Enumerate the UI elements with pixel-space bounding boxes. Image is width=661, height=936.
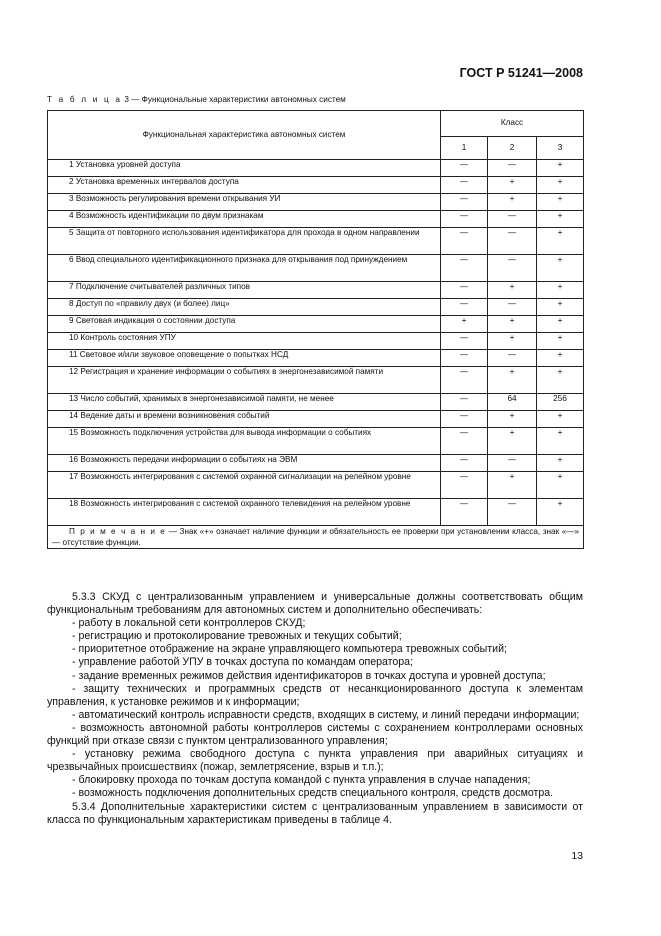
function-cell [48,394,441,411]
class-3-value: + [537,499,584,526]
class-2-value: + [488,411,537,428]
table-row [48,299,584,316]
functional-characteristics-table [47,110,584,549]
class-header-3: 3 [537,136,584,159]
class-3-value: 256 [537,394,584,411]
function-cell [48,228,441,255]
class-3-value: + [537,350,584,367]
function-cell [48,411,441,428]
function-text: Число событий, хранимых в энергонезависимой памяти, не менее [80,394,334,403]
class-2-value: — [488,160,537,177]
class-1-value: — [441,228,488,255]
row-number: 10 [69,333,79,342]
row-number: 7 [69,282,74,291]
table-row [48,350,584,367]
class-1-value: — [441,333,488,350]
class-1-value: — [441,299,488,316]
table-row [48,316,584,333]
function-text: Защита от повторного использования идентификатора для прохода в одном направлении [75,228,420,237]
function-cell [48,299,441,316]
function-cell [48,211,441,228]
class-3-value: + [537,228,584,255]
class-2-value: + [488,428,537,455]
class-2-value: 64 [488,394,537,411]
paragraph-5-3-3: 5.3.3 СКУД с централизованным управлением и универсальные должны соответствовать общим функциональным требованиям для автономных систем и дополнительно обеспечивать: [47,591,583,617]
function-text: Возможность регулирования времени открывания УИ [75,194,281,203]
class-2-value: — [488,255,537,282]
class-1-value: — [441,255,488,282]
class-3-value: + [537,455,584,472]
class-1-value: — [441,160,488,177]
table-row [48,255,584,282]
class-3-value: + [537,194,584,211]
table-row [48,499,584,526]
paragraph-5-3-4: 5.3.4 Дополнительные характеристики систем с централизованным управлением в зависимости от класса по функциональным характеристикам приведены в таблице 4. [47,800,583,826]
function-text: Возможность передачи информации о событиях на ЭВМ [80,455,298,464]
list-item: - работу в локальной сети контроллеров СКУД; [72,617,306,630]
class-1-value: — [441,211,488,228]
table-row [48,455,584,472]
row-number: 16 [69,455,79,464]
table-row [48,394,584,411]
table-caption-text: 3 — Функциональные характеристики автономных систем [122,95,346,104]
function-text: Контроль состояния УПУ [80,333,176,342]
class-3-value: + [537,333,584,350]
class-3-value: + [537,472,584,499]
table-caption-prefix: Т а б л и ц а [47,95,123,104]
function-cell [48,350,441,367]
class-3-value: + [537,367,584,394]
class-1-value: — [441,394,488,411]
class-2-value: + [488,316,537,333]
list-item: - блокировку прохода по точкам доступа командой с пункта управления в случае нападения; [72,774,531,787]
class-2-value: + [488,333,537,350]
table-note-row [48,526,584,549]
class-3-value: + [537,211,584,228]
row-number: 18 [69,499,79,508]
function-cell [48,472,441,499]
function-text: Возможность подключения устройства для вывода информации о событиях [80,428,372,437]
class-header-2: 2 [488,136,537,159]
class-2-value: + [488,177,537,194]
table-row [48,160,584,177]
list-item: - автоматический контроль исправности средств, входящих в систему, и линий передачи информации; [72,708,580,721]
list-item: - регистрацию и протоколирование тревожных и текущих событий; [72,630,402,643]
list-item: - управление работой УПУ в точках доступа по командам оператора; [72,656,414,669]
function-text: Установка уровней доступа [75,160,181,169]
class-3-value: + [537,177,584,194]
table-row [48,228,584,255]
note-lead: П р и м е ч а н и е [69,527,167,536]
row-number: 6 [69,255,74,264]
class-2-value: + [488,282,537,299]
class-2-value: + [488,367,537,394]
body-text [47,591,583,827]
function-text: Возможность идентификации по двум признакам [75,211,264,220]
row-number: 1 [69,160,74,169]
row-number: 13 [69,394,79,403]
class-1-value: — [441,455,488,472]
table-row [48,282,584,299]
row-number: 9 [69,316,74,325]
row-number: 14 [69,411,79,420]
class-2-value: + [488,194,537,211]
function-text: Возможность интегрирования с системой охранной сигнализации на релейном уровне [80,472,411,481]
function-text: Регистрация и хранение информации о событиях в энергонезависимой памяти [80,367,384,376]
list-item: - установку режима свободного доступа с пункта управления при аварийных ситуациях и чрезвычайных происшествиях (пожар, землетрясение, взрыв и т.п.); [47,748,583,774]
row-number: 15 [69,428,79,437]
list-item: - защиту технических и программных средств от несанкционированного доступа к элементам управления, к установке режимов и к информации; [47,682,583,708]
list-item: - возможность автономной работы контроллеров системы с сохранением контроллерами основных функций при отказе связи с пунктом централизованного управления; [47,721,583,748]
function-text: Световое и/или звуковое оповещение о попытках НСД [79,350,289,359]
function-cell [48,367,441,394]
class-3-value: + [537,282,584,299]
table-row [48,367,584,394]
class-header-1: 1 [441,136,488,159]
row-number: 2 [69,177,74,186]
class-3-value: + [537,255,584,282]
function-cell [48,428,441,455]
class-3-value: + [537,299,584,316]
function-text: Установка временных интервалов доступа [75,177,239,186]
class-1-value: — [441,411,488,428]
note-text: — Знак «+» означает наличие функции и обязательность ее проверки при установлении класса, знак «—» — отсутствие функции. [52,527,580,547]
function-cell [48,316,441,333]
class-2-value: — [488,499,537,526]
class-3-value: + [537,316,584,333]
table-row [48,333,584,350]
class-3-value: + [537,411,584,428]
row-number: 12 [69,367,79,376]
function-cell [48,499,441,526]
row-number: 3 [69,194,74,203]
class-2-value: — [488,299,537,316]
class-3-value: + [537,428,584,455]
function-cell [48,160,441,177]
class-1-value: — [441,367,488,394]
row-number: 8 [69,299,74,308]
function-text: Ввод специального идентификационного признака для открывания под принуждением [75,255,408,264]
table-row [48,472,584,499]
function-text: Возможность интегрирования с системой охранного телевидения на релейном уровне [80,499,411,508]
list-item: - возможность подключения дополнительных средств специального контроля, средств досмотра. [72,787,554,800]
table-row [48,194,584,211]
class-2-value: — [488,455,537,472]
row-number: 11 [69,350,78,359]
function-cell [48,255,441,282]
list-item: - задание временных режимов действия идентификаторов в точках доступа и уровней доступа; [72,669,546,682]
class-1-value: — [441,350,488,367]
table-row [48,177,584,194]
row-number: 5 [69,228,74,237]
list-item: - приоритетное отображение на экране управляющего компьютера тревожных событий; [72,643,507,656]
class-1-value: — [441,282,488,299]
page-number: 13 [571,850,583,862]
class-2-value: — [488,228,537,255]
function-cell [48,455,441,472]
class-1-value: + [441,316,488,333]
function-text: Световая индикация о состоянии доступа [75,316,236,325]
table-row [48,211,584,228]
class-1-value: — [441,472,488,499]
table-row [48,428,584,455]
class-3-value: + [537,160,584,177]
function-cell [48,282,441,299]
table-row [48,411,584,428]
function-text: Подключение считывателей различных типов [75,282,250,291]
function-cell [48,333,441,350]
function-cell [48,194,441,211]
column-header-function: Функциональная характеристика автономных систем [48,111,441,160]
table-caption [47,95,346,104]
class-2-value: — [488,211,537,228]
class-1-value: — [441,194,488,211]
function-text: Доступ по «правилу двух (и более) лиц» [75,299,230,308]
row-number: 17 [69,472,79,481]
table-note [48,526,584,549]
class-2-value: + [488,472,537,499]
function-text: Ведение даты и времени возникновения событий [80,411,270,420]
class-1-value: — [441,428,488,455]
class-1-value: — [441,499,488,526]
class-2-value: — [488,350,537,367]
document-standard-header: ГОСТ Р 51241—2008 [459,66,583,80]
function-cell [48,177,441,194]
row-number: 4 [69,211,74,220]
class-1-value: — [441,177,488,194]
column-header-class: Класс [441,111,584,137]
